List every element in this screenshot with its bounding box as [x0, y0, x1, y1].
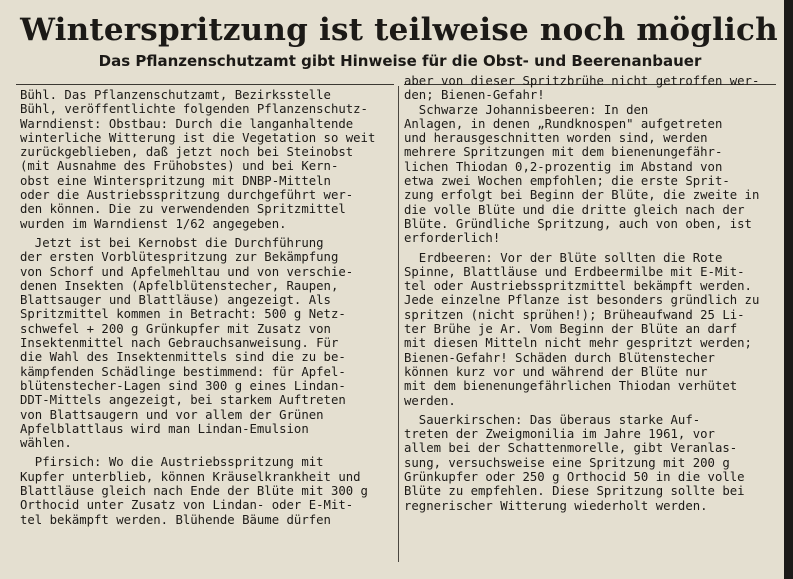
- text-line: erforderlich!: [404, 231, 501, 246]
- text-line: mit diesen Mitteln nicht mehr gespritzt werden;: [404, 336, 752, 351]
- text-line: zung erfolgt bei Beginn der Blüte, die zweite in: [404, 188, 760, 203]
- paragraph-sauerkirschen: [404, 413, 776, 513]
- headline: Winterspritzung ist teilweise noch möglich: [20, 12, 778, 48]
- text-line: der ersten Vorblütespritzung zur Bekämpfung: [20, 250, 339, 265]
- text-line: zurückgeblieben, daß jetzt noch bei Steinobst: [20, 145, 354, 160]
- text-line: tel oder Austriebsspritzmittel bekämpft werden.: [404, 279, 752, 294]
- text-line: schwefel + 200 g Grünkupfer mit Zusatz von: [20, 321, 331, 336]
- text-line: Bienen-Gefahr! Schäden durch Blütenstecher: [404, 350, 715, 365]
- text-line: mit dem bienenungefährlichen Thiodan verhütet: [404, 379, 738, 394]
- text-line: Kupfer unterblieb, können Kräuselkrankheit und: [20, 469, 361, 484]
- column-separator: [398, 86, 399, 562]
- text-line: Spritzmittel kommen in Betracht: 500 g Netz-: [20, 307, 346, 322]
- text-line: oder die Austriebsspritzung durchgeführt wer-: [20, 188, 354, 203]
- text-line: von Schorf und Apfelmehltau und von verschie-: [20, 264, 354, 279]
- text-line: die Wahl des Insektenmittels sind die zu be-: [20, 350, 346, 365]
- rule-left: [16, 84, 394, 85]
- text-line: (mit Ausnahme des Frühobstes) und bei Kern-: [20, 159, 339, 174]
- paragraph-intro: [20, 88, 390, 231]
- text-line: blütenstecher-Lagen sind 300 g eines Lindan-: [20, 378, 346, 393]
- text-line: mehrere Spritzungen mit dem bienenungefähr-: [404, 145, 723, 160]
- text-line: treten der Zweigmonilia im Jahre 1961, vor: [404, 427, 715, 442]
- text-line: Insektenmittel nach Gebrauchsanweisung. Für: [20, 336, 339, 351]
- text-line: Sauerkirschen: Das überaus starke Auf-: [404, 412, 701, 427]
- paragraph-kernobst: [20, 236, 390, 450]
- text-line: DDT-Mittels angezeigt, bei starkem Auftreten: [20, 393, 346, 408]
- text-line: können kurz vor und während der Blüte nur: [404, 364, 708, 379]
- scan-edge: [784, 0, 793, 579]
- paragraph-johannisbeeren: [404, 103, 776, 246]
- text-line: wählen.: [20, 436, 72, 451]
- text-line: Anlagen, in denen „Rundknospen" aufgetreten: [404, 116, 723, 131]
- text-line: etwa zwei Wochen empfohlen; die erste Sprit-: [404, 174, 730, 189]
- text-line: den können. Die zu verwendenden Spritzmittel: [20, 202, 346, 217]
- text-line: ter Brühe je Ar. Vom Beginn der Blüte an darf: [404, 322, 738, 337]
- article-column-right: [404, 74, 776, 513]
- subheadline: Das Pflanzenschutzamt gibt Hinweise für die Obst- und Beerenanbauer: [98, 52, 702, 70]
- text-line: Schwarze Johannisbeeren: In den: [404, 102, 649, 117]
- text-line: Pfirsich: Wo die Austriebsspritzung mit: [20, 455, 324, 470]
- text-line: werden.: [404, 393, 456, 408]
- text-line: winterliche Witterung ist die Vegetation so weit: [20, 130, 376, 145]
- text-line: kämpfenden Schädlinge bestimmend: für Apfel-: [20, 364, 346, 379]
- text-line: Warndienst: Obstbau: Durch die langanhaltende: [20, 116, 354, 131]
- text-line: allem bei der Schattenmorelle, gibt Veranlas-: [404, 441, 738, 456]
- text-line: Apfelblattlaus wird man Lindan-Emulsion: [20, 421, 309, 436]
- paragraph-pfirsich: [20, 455, 390, 526]
- text-line: Spinne, Blattläuse und Erdbeermilbe mit E-Mit-: [404, 264, 745, 279]
- text-line: Blattsauger und Blattläuse) angezeigt. Als: [20, 293, 331, 308]
- text-line: Erdbeeren: Vor der Blüte sollten die Rote: [404, 250, 723, 265]
- text-line: Jetzt ist bei Kernobst die Durchführung: [20, 235, 324, 250]
- text-line: obst eine Winterspritzung mit DNBP-Mitteln: [20, 173, 331, 188]
- text-line: aber von dieser Spritzbrühe nicht getroffen wer-: [404, 74, 760, 88]
- text-line: sung, versuchsweise eine Spritzung mit 200 g: [404, 455, 730, 470]
- text-line: wurden im Warndienst 1/62 angegeben.: [20, 216, 287, 231]
- text-line: lichen Thiodan 0,2-prozentig im Abstand von: [404, 159, 723, 174]
- text-line: Bühl, veröffentlichte folgenden Pflanzenschutz-: [20, 102, 368, 117]
- text-line: regnerischer Witterung wiederholt werden.: [404, 498, 708, 513]
- paragraph-continued: [404, 74, 776, 103]
- text-line: die volle Blüte und die dritte gleich nach der: [404, 202, 745, 217]
- text-line: denen Insekten (Apfelblütenstecher, Raupen,: [20, 278, 339, 293]
- text-line: spritzen (nicht sprühen!); Brüheaufwand 25 Li-: [404, 307, 745, 322]
- paragraph-erdbeeren: [404, 251, 776, 408]
- text-line: Blattläuse gleich nach Ende der Blüte mit 300 g: [20, 484, 368, 499]
- article-column-left: [20, 88, 390, 527]
- text-line: Jede einzelne Pflanze ist besonders gründlich zu: [404, 293, 760, 308]
- text-line: Grünkupfer oder 250 g Orthocid 50 in die volle: [404, 470, 745, 485]
- text-line: Blüte zu empfehlen. Diese Spritzung sollte bei: [404, 484, 745, 499]
- text-line: Bühl. Das Pflanzenschutzamt, Bezirksstelle: [20, 88, 331, 102]
- text-line: Orthocid unter Zusatz von Lindan- oder E-Mit-: [20, 498, 354, 513]
- text-line: Blüte. Gründliche Spritzung, auch von oben, ist: [404, 216, 752, 231]
- text-line: und herausgeschnitten worden sind, werden: [404, 131, 708, 146]
- text-line: tel bekämpft werden. Blühende Bäume dürfen: [20, 512, 331, 527]
- text-line: den; Bienen-Gefahr!: [404, 88, 545, 103]
- text-line: von Blattsaugern und vor allem der Grünen: [20, 407, 324, 422]
